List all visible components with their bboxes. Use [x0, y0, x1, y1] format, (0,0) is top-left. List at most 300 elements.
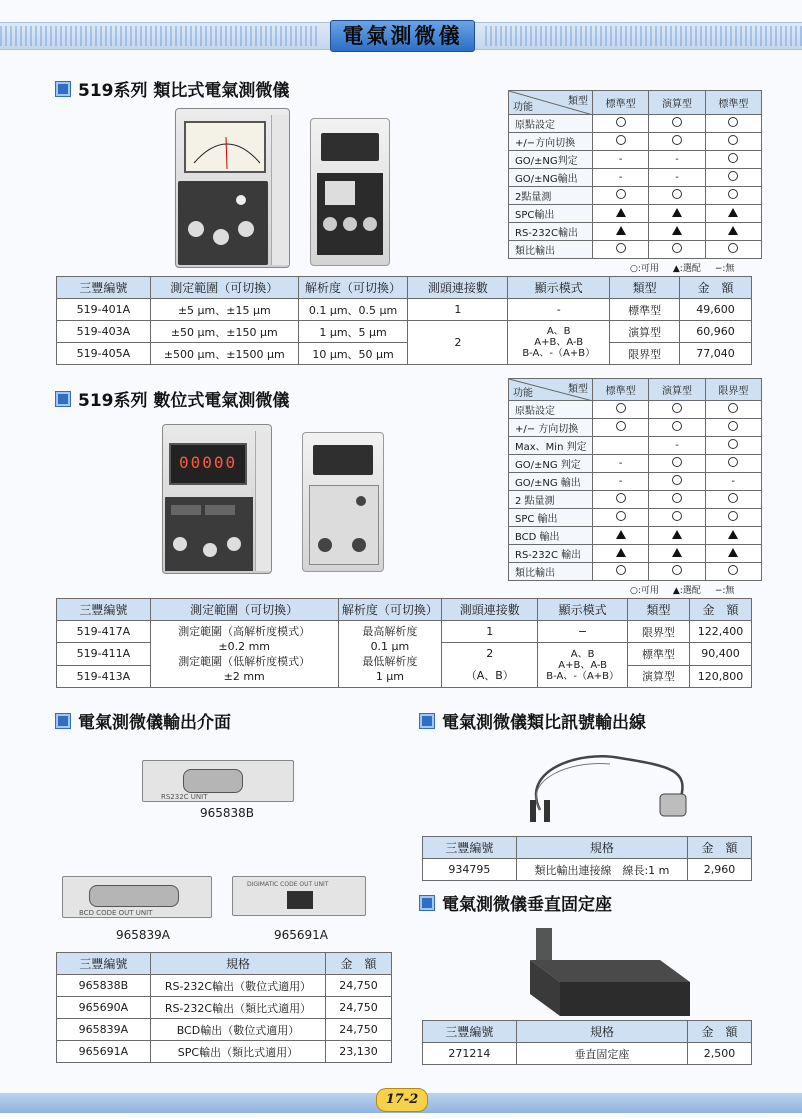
feature-available-cell [593, 187, 649, 205]
interface-rows [57, 975, 392, 1063]
feature-row [509, 115, 762, 133]
feature-label: BCD 輸出 [509, 527, 593, 545]
range-cell: ±50 μm、±150 μm [150, 321, 298, 343]
bullet-square-icon [56, 82, 70, 96]
feature-label: RS-232C 輸出 [509, 545, 593, 563]
feature-row [509, 151, 762, 169]
feature-available-cell [705, 455, 761, 473]
table-row [57, 621, 752, 643]
feature-none-cell: - [649, 169, 705, 187]
page-title: 電氣測微儀 [330, 20, 475, 52]
available-circle-icon [672, 565, 682, 575]
analog-legend [630, 261, 734, 274]
digital-feature-table [508, 378, 762, 581]
resolution-cell: 1 μm、5 μm [298, 321, 408, 343]
digital-legend [630, 583, 734, 596]
digital-display-readout: 00000 [179, 453, 238, 472]
interface-heading-text: 電氣測微儀輸出介面 [78, 713, 231, 733]
digital-heading [56, 386, 289, 411]
display-mode-line: A+B、A-B [534, 337, 584, 348]
feature-none-cell: - [705, 473, 761, 491]
feature-available-cell [649, 133, 705, 151]
feature-optional-cell [593, 527, 649, 545]
item-code: 519-403A [57, 321, 151, 343]
feature-optional-cell [593, 545, 649, 563]
feature-label: GO/±NG 判定 [509, 455, 593, 473]
display-mode-line: B-A、-（A+B） [522, 348, 596, 359]
display-mode-cell: - [508, 299, 610, 321]
item-code: 271214 [423, 1043, 517, 1065]
analog-feature-rows [509, 115, 762, 259]
feature-label: +/− 方向切換 [509, 419, 593, 437]
feature-row [509, 563, 762, 581]
range-cell: ±500 μm、±1500 μm [150, 343, 298, 365]
price-cell: 24,750 [326, 975, 392, 997]
feature-row [509, 473, 762, 491]
spec-cell: SPC輸出（類比式適用） [150, 1041, 325, 1063]
board-label: DIGIMATIC CODE OUT UNIT [247, 881, 329, 888]
col-header: 金 額 [688, 1021, 752, 1043]
item-code: 519-405A [57, 343, 151, 365]
type-cell: 演算型 [610, 321, 680, 343]
stand-heading [420, 890, 612, 915]
feature-available-cell [593, 491, 649, 509]
resolution-cell: 10 μm、50 μm [298, 343, 408, 365]
available-circle-icon [672, 117, 682, 127]
feature-available-cell [593, 133, 649, 151]
optional-triangle-icon [728, 208, 738, 217]
feature-row [509, 241, 762, 259]
analog-feature-table [508, 90, 762, 259]
col-header: 三豐編號 [423, 837, 517, 859]
display-mode-line: A、B [570, 648, 595, 660]
resolution-line: 1 μm [375, 670, 405, 683]
col-header: 測頭連接數 [408, 277, 508, 299]
interface-board-rs232c-image [142, 760, 294, 802]
feature-none-cell: - [649, 151, 705, 169]
stand-spec-table [422, 1020, 752, 1065]
feature-available-cell [705, 115, 761, 133]
spec-cell: 垂直固定座 [516, 1043, 687, 1065]
table-row [423, 859, 752, 881]
analog-cable-image [510, 740, 700, 826]
feature-label: 2 點量測 [509, 491, 593, 509]
feature-label: RS-232C輸出 [509, 223, 593, 241]
legend-item: ▲:選配 [672, 586, 701, 596]
table-row [57, 997, 392, 1019]
col-header: 三豐編號 [57, 599, 151, 621]
display-mode-line: A+B、A-B [558, 659, 608, 671]
interface-heading [56, 708, 231, 733]
corner-type-label: 類型 [568, 384, 588, 395]
table-row [57, 343, 752, 365]
feature-available-cell [593, 401, 649, 419]
spec-cell: RS-232C輸出（類比式適用） [150, 997, 325, 1019]
optional-triangle-icon [728, 226, 738, 235]
feature-label: GO/±NG判定 [509, 151, 593, 169]
type-cell: 標準型 [628, 643, 690, 666]
feature-row [509, 509, 762, 527]
price-cell: 60,960 [680, 321, 752, 343]
feature-label: Max、Min 判定 [509, 437, 593, 455]
feature-row [509, 491, 762, 509]
feature-available-cell [705, 401, 761, 419]
header-stripes-left [0, 26, 320, 46]
probe-count-line: 2 [486, 647, 494, 660]
optional-triangle-icon [672, 548, 682, 557]
feature-corner-cell [509, 379, 593, 401]
feature-available-cell [649, 187, 705, 205]
item-code: 965839A [57, 1019, 151, 1041]
feature-col-header: 演算型 [649, 91, 705, 115]
feature-available-cell [649, 419, 705, 437]
item-code: 519-417A [57, 621, 151, 643]
available-circle-icon [728, 565, 738, 575]
bullet-square-icon [56, 392, 70, 406]
table-row [57, 1041, 392, 1063]
type-cell: 限界型 [628, 621, 690, 643]
available-circle-icon [616, 243, 626, 253]
range-line: ±0.2 mm [218, 640, 270, 653]
interface-spec-table [56, 952, 392, 1063]
analog-heading [56, 76, 289, 101]
type-cell: 標準型 [610, 299, 680, 321]
probe-count-line: （A、B） [465, 669, 514, 682]
optional-triangle-icon [672, 208, 682, 217]
display-mode-cell [508, 321, 610, 365]
feature-available-cell [649, 455, 705, 473]
feature-row [509, 437, 762, 455]
feature-col-header: 演算型 [649, 379, 705, 401]
board-label: RS232C UNIT [161, 793, 208, 801]
spec-cell: RS-232C輸出（數位式適用） [150, 975, 325, 997]
feature-none-cell: - [593, 151, 649, 169]
range-cell [150, 621, 338, 688]
available-circle-icon [728, 457, 738, 467]
price-cell: 23,130 [326, 1041, 392, 1063]
stand-heading-text: 電氣測微儀垂直固定座 [442, 895, 612, 915]
bullet-square-icon [420, 896, 434, 910]
feature-none-cell: - [649, 437, 705, 455]
feature-label: GO/±NG輸出 [509, 169, 593, 187]
available-circle-icon [672, 493, 682, 503]
range-cell: ±5 μm、±15 μm [150, 299, 298, 321]
analog-spec-table [56, 276, 752, 365]
available-circle-icon [728, 189, 738, 199]
feature-available-cell [705, 187, 761, 205]
available-circle-icon [672, 403, 682, 413]
digital-feature-rows [509, 401, 762, 581]
col-header: 金 額 [688, 837, 752, 859]
price-cell: 49,600 [680, 299, 752, 321]
feature-row [509, 187, 762, 205]
available-circle-icon [616, 117, 626, 127]
feature-none-cell: - [593, 473, 649, 491]
feature-row [509, 169, 762, 187]
available-circle-icon [672, 421, 682, 431]
feature-label: 類比輸出 [509, 563, 593, 581]
available-circle-icon [616, 403, 626, 413]
available-circle-icon [616, 511, 626, 521]
item-code: 965691A [57, 1041, 151, 1063]
feature-optional-cell [705, 205, 761, 223]
cable-spec-table [422, 836, 752, 881]
corner-function-label: 功能 [513, 388, 533, 399]
available-circle-icon [728, 493, 738, 503]
feature-label: +/−方向切換 [509, 133, 593, 151]
board-caption: 965691A [274, 928, 329, 942]
optional-triangle-icon [672, 226, 682, 235]
range-line: 測定範圍（高解析度模式） [178, 625, 311, 638]
item-code: 965690A [57, 997, 151, 1019]
feature-label: SPC輸出 [509, 205, 593, 223]
feature-col-header: 標準型 [705, 91, 761, 115]
col-header: 金 額 [680, 277, 752, 299]
feature-optional-cell [705, 223, 761, 241]
feature-optional-cell [649, 205, 705, 223]
resolution-cell [338, 621, 442, 688]
spec-cell: BCD輸出（數位式適用） [150, 1019, 325, 1041]
available-circle-icon [672, 135, 682, 145]
available-circle-icon [672, 189, 682, 199]
board-caption: 965838B [200, 806, 255, 820]
feature-available-cell [649, 563, 705, 581]
range-line: ±2 mm [223, 670, 265, 683]
optional-triangle-icon [616, 226, 626, 235]
feature-label: 原點設定 [509, 401, 593, 419]
table-row [57, 321, 752, 343]
table-row [57, 1019, 392, 1041]
legend-item: ○:可用 [630, 586, 659, 596]
feature-row [509, 133, 762, 151]
col-header: 金 額 [326, 953, 392, 975]
col-header: 解析度（可切換） [338, 599, 442, 621]
price-cell: 122,400 [689, 621, 751, 643]
available-circle-icon [728, 439, 738, 449]
available-circle-icon [672, 457, 682, 467]
col-header: 顯示模式 [538, 599, 628, 621]
range-line: 測定範圍（低解析度模式） [178, 655, 311, 668]
legend-item: ▲:選配 [672, 264, 701, 274]
board-caption: 965839A [116, 928, 171, 942]
feature-available-cell [649, 241, 705, 259]
feature-available-cell [705, 133, 761, 151]
optional-triangle-icon [728, 530, 738, 539]
col-header: 金 額 [689, 599, 751, 621]
col-header: 解析度（可切換） [298, 277, 408, 299]
feature-available-cell [649, 473, 705, 491]
available-circle-icon [616, 565, 626, 575]
feature-label: SPC 輸出 [509, 509, 593, 527]
feature-available-cell [705, 169, 761, 187]
display-mode-cell: − [538, 621, 628, 643]
interface-board-bcd-image [62, 876, 212, 918]
header-stripes-right [485, 26, 802, 46]
item-code: 519-413A [57, 665, 151, 688]
feature-available-cell [705, 419, 761, 437]
legend-item: −:無 [714, 264, 735, 274]
corner-function-label: 功能 [513, 102, 533, 113]
feature-row [509, 545, 762, 563]
available-circle-icon [616, 189, 626, 199]
feature-optional-cell [593, 223, 649, 241]
resolution-line: 0.1 μm [370, 640, 410, 653]
feature-row [509, 223, 762, 241]
corner-type-label: 類型 [568, 96, 588, 107]
display-mode-cell [538, 643, 628, 688]
available-circle-icon [728, 153, 738, 163]
available-circle-icon [616, 493, 626, 503]
available-circle-icon [672, 475, 682, 485]
feature-row [509, 455, 762, 473]
spec-cell: 類比輸出連接線 線長:1 m [516, 859, 687, 881]
table-row [57, 299, 752, 321]
feature-available-cell [705, 151, 761, 169]
feature-col-header: 限界型 [705, 379, 761, 401]
digital-spec-table [56, 598, 752, 688]
table-row [423, 1043, 752, 1065]
item-code: 519-411A [57, 643, 151, 666]
available-circle-icon [728, 243, 738, 253]
price-cell: 24,750 [326, 1019, 392, 1041]
feature-none-cell: - [593, 455, 649, 473]
col-header: 類型 [628, 599, 690, 621]
probe-count-cell: 1 [442, 621, 538, 643]
optional-triangle-icon [616, 548, 626, 557]
col-header: 三豐編號 [57, 277, 151, 299]
available-circle-icon [728, 403, 738, 413]
feature-label: GO/±NG 輸出 [509, 473, 593, 491]
available-circle-icon [616, 135, 626, 145]
available-circle-icon [728, 511, 738, 521]
resolution-line: 最低解析度 [362, 655, 418, 668]
price-cell: 2,500 [688, 1043, 752, 1065]
feature-available-cell [593, 509, 649, 527]
feature-available-cell [649, 509, 705, 527]
type-cell: 限界型 [610, 343, 680, 365]
type-cell: 演算型 [628, 665, 690, 688]
probe-count-cell: 2 [408, 321, 508, 365]
item-code: 519-401A [57, 299, 151, 321]
col-header: 三豐編號 [423, 1021, 517, 1043]
resolution-cell: 0.1 μm、0.5 μm [298, 299, 408, 321]
meter-dial-icon [186, 123, 268, 175]
price-cell: 2,960 [688, 859, 752, 881]
item-code: 965838B [57, 975, 151, 997]
feature-available-cell [593, 241, 649, 259]
col-header: 規格 [516, 837, 687, 859]
analog-meter-back-image [310, 118, 390, 266]
board-label: BCD CODE OUT UNIT [79, 909, 153, 917]
available-circle-icon [672, 243, 682, 253]
feature-available-cell [593, 563, 649, 581]
display-mode-line: A、B [546, 326, 571, 337]
col-header: 規格 [516, 1021, 687, 1043]
optional-triangle-icon [728, 548, 738, 557]
optional-triangle-icon [616, 208, 626, 217]
available-circle-icon [728, 171, 738, 181]
feature-optional-cell [649, 527, 705, 545]
feature-row [509, 419, 762, 437]
page-number-badge: 17-2 [376, 1088, 428, 1112]
col-header: 三豐編號 [57, 953, 151, 975]
digital-meter-image [162, 424, 272, 574]
price-cell: 24,750 [326, 997, 392, 1019]
analog-meter-image [175, 108, 290, 268]
item-code: 934795 [423, 859, 517, 881]
price-cell: 77,040 [680, 343, 752, 365]
feature-optional-cell [649, 223, 705, 241]
optional-triangle-icon [672, 530, 682, 539]
available-circle-icon [616, 421, 626, 431]
feature-available-cell [593, 115, 649, 133]
analog-heading-text: 519系列 類比式電氣測微儀 [78, 81, 290, 101]
probe-count-cell [442, 643, 538, 688]
feature-col-header: 標準型 [593, 91, 649, 115]
feature-col-header: 標準型 [593, 379, 649, 401]
feature-available-cell [649, 401, 705, 419]
feature-row [509, 527, 762, 545]
interface-board-spc-image [232, 876, 366, 916]
available-circle-icon [728, 117, 738, 127]
feature-available-cell [705, 563, 761, 581]
feature-optional-cell [593, 205, 649, 223]
legend-item: ○:可用 [630, 264, 659, 274]
feature-corner-cell [509, 91, 593, 115]
price-cell: 90,400 [689, 643, 751, 666]
feature-row [509, 401, 762, 419]
feature-none-cell: - [593, 169, 649, 187]
feature-available-cell [705, 241, 761, 259]
feature-label: 原點設定 [509, 115, 593, 133]
feature-available-cell [705, 491, 761, 509]
table-row [57, 975, 392, 997]
feature-available-cell [593, 419, 649, 437]
optional-triangle-icon [616, 530, 626, 539]
feature-optional-cell [705, 527, 761, 545]
feature-row [509, 205, 762, 223]
col-header: 顯示模式 [508, 277, 610, 299]
bullet-square-icon [56, 714, 70, 728]
feature-label: 2點量測 [509, 187, 593, 205]
feature-optional-cell [649, 545, 705, 563]
cable-heading-text: 電氣測微儀類比訊號輸出線 [442, 713, 646, 733]
feature-available-cell [649, 491, 705, 509]
col-header: 測定範圍（可切換） [150, 277, 298, 299]
col-header: 類型 [610, 277, 680, 299]
col-header: 測定範圍（可切換） [150, 599, 338, 621]
feature-optional-cell [705, 545, 761, 563]
feature-label: 類比輸出 [509, 241, 593, 259]
digital-meter-back-image [302, 432, 384, 572]
available-circle-icon [672, 511, 682, 521]
available-circle-icon [728, 421, 738, 431]
feature-available-cell [649, 115, 705, 133]
vertical-stand-image [500, 920, 700, 1020]
col-header: 測頭連接數 [442, 599, 538, 621]
display-mode-line: B-A、-（A+B） [546, 670, 620, 682]
feature-available-cell [705, 509, 761, 527]
legend-item: −:無 [714, 586, 735, 596]
col-header: 規格 [150, 953, 325, 975]
probe-count-cell: 1 [408, 299, 508, 321]
price-cell: 120,800 [689, 665, 751, 688]
feature-none-cell [593, 437, 649, 455]
available-circle-icon [728, 135, 738, 145]
cable-heading [420, 708, 646, 733]
feature-available-cell [705, 437, 761, 455]
digital-heading-text: 519系列 數位式電氣測微儀 [78, 391, 290, 411]
